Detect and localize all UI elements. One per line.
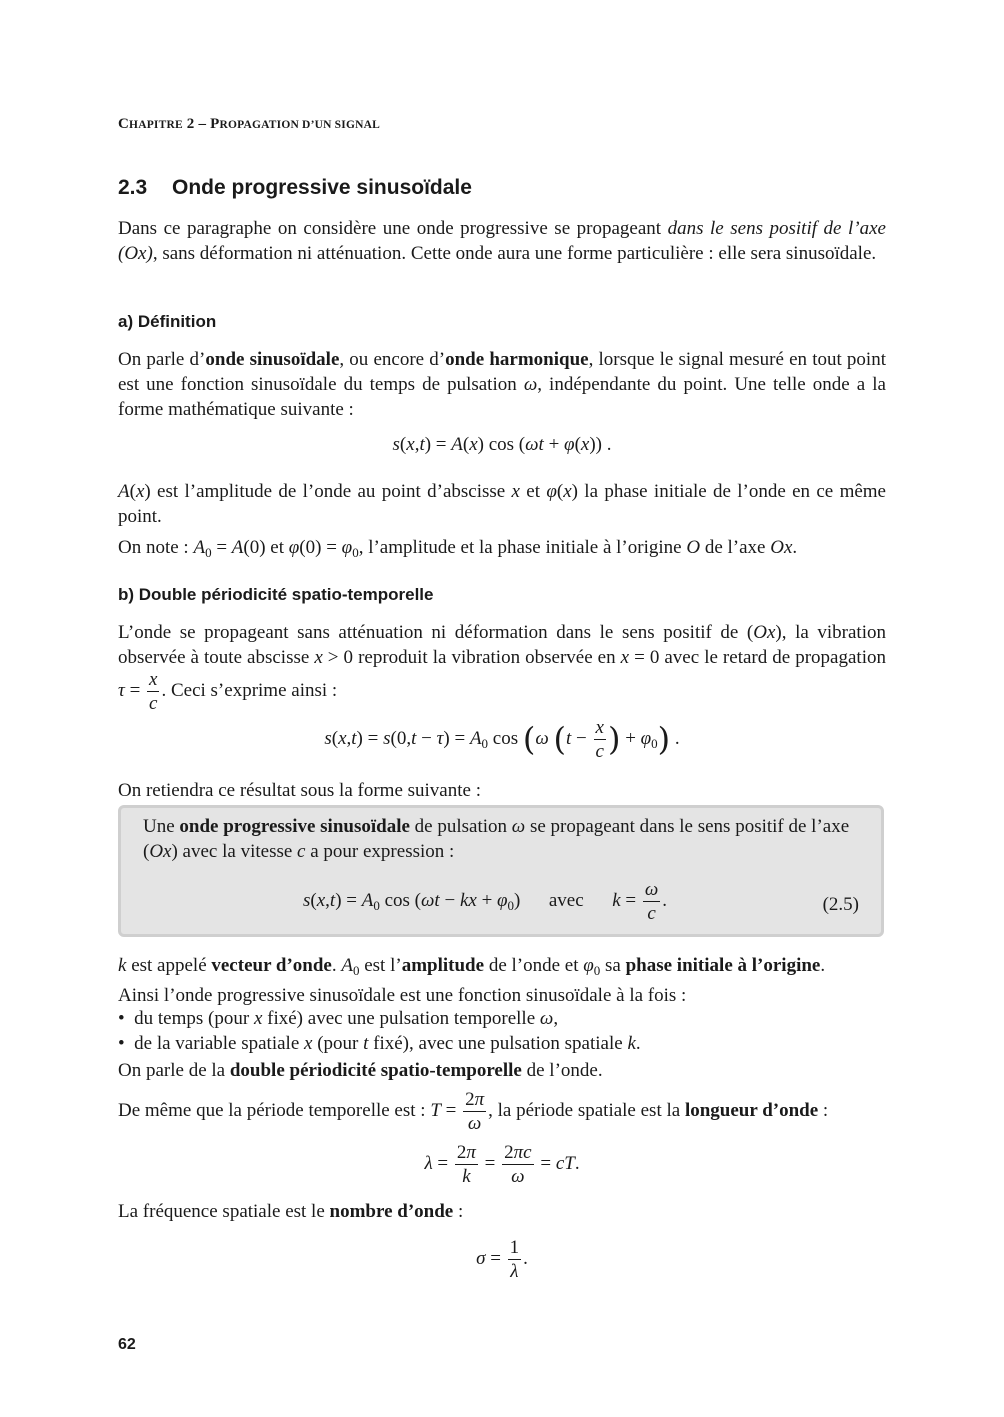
equation-wavelength: λ = $\frac{2\pi}{k}$ = $\frac{2\pi c}{\omega}$ = cT. [424, 1142, 580, 1187]
page [118, 0, 886, 1417]
intro-emphasis: dans le sens positif de l’axe [667, 218, 886, 239]
period-paragraph: De même que la période temporelle est : T = $\frac{2\pi}{\omega}$ , la période spatiale est la longueur d’onde : [118, 1089, 829, 1134]
intro-text-b: , sans déformation ni atténuation. Cette onde aura une forme particulière : elle sera sinusoïdale. [152, 243, 877, 264]
section-title [118, 176, 472, 200]
key-result-text: Une onde progressive sinusoïdale de pulsation ω se propageant dans le sens positif de l’axe (Ox) avec la vitesse c a pour expression : [143, 816, 850, 862]
bullet-space: • de la variable spatiale x (pour t fixé), avec une pulsation spatiale k. [118, 1033, 641, 1054]
subsection-b-title: b) Double périodicité spatio-temporelle [118, 585, 434, 604]
fraction-x-over-c: $\frac{x}{c}$ [149, 669, 158, 714]
intro-paragraph: Dans ce paragraphe on considère une onde progressive se propageant dans le sens positif de l’axe (Ox), sans déformation ni atténuation. Cette onde aura une forme particulière : elle sera sinusoïdale. [118, 218, 886, 264]
wavenumber-paragraph: La fréquence spatiale est le nombre d’onde : [118, 1201, 464, 1222]
running-header: CHAPITRE 2 – PROPAGATION D’UN SIGNAL [118, 116, 380, 132]
equation-wavenumber: σ = $\frac{1}{\lambda}$ . [476, 1237, 528, 1282]
double-periodicity-paragraph: On parle de la double périodicité spatio-temporelle de l’onde. [118, 1060, 603, 1081]
wave-vector-paragraph: k est appelé vecteur d’onde. $A_0$ est l’amplitude de l’onde et $\varphi_0$ sa phase initiale à l’origine. [118, 955, 826, 978]
equation-delay: $s(x,t) = s(0,t - \tau) = A_0$ cos (ω (t − $\frac{x}{c}$ ) + $\varphi_0$) . [324, 717, 680, 762]
key-result-box: Une onde progressive sinusoïdale de pulsation ω se propageant dans le sens positif de l’axe (Ox) avec la vitesse c a pour expression : $s(x,t) = A_0$ cos (ωt − kx + $\varphi_0$) avec k = $\frac{\omega}{c}$ . (2.5) [118, 805, 884, 937]
bullet-time: • du temps (pour x fixé) avec une pulsation temporelle ω, [118, 1008, 559, 1029]
double-function-paragraph: Ainsi l’onde progressive sinusoïdale est une fonction sinusoïdale à la fois : [118, 985, 687, 1006]
intro-text-a: Dans ce paragraphe on considère une onde progressive se propageant [118, 218, 668, 239]
subsection-a-title: a) Définition [118, 312, 217, 331]
equation-number: (2.5) [822, 894, 859, 915]
equation-general: s(x,t) = A(x) cos (ωt + φ(x)) . [392, 434, 612, 455]
avec-label: avec [548, 889, 584, 911]
propagation-paragraph: L’onde se propageant sans atténuation ni déformation dans le sens positif de (Ox), la vibration observée à toute abscisse x > 0 reproduit la vibration observée en x = 0 avec le retard de propagation τ = $\frac{x}{c}$ . Ceci s’exprime ainsi : [118, 622, 886, 714]
section-title-text: Onde progressive sinusoïdale [172, 176, 472, 199]
amplitude-paragraph: A(x) est l’amplitude de l’onde au point d’abscisse x et φ(x) la phase initiale de l’onde en ce même point. [118, 481, 886, 527]
retain-paragraph: On retiendra ce résultat sous la forme suivante : [118, 780, 481, 801]
section-number: 2.3 [118, 176, 148, 199]
definition-paragraph: On parle d’onde sinusoïdale, ou encore d’onde harmonique, lorsque le signal mesuré en tout point est une fonction sinusoïdale du temps de pulsation ω, indépendante du point. Une telle onde a la forme mathématique suivante : [118, 349, 886, 420]
notation-paragraph: On note : $A_0 = A(0)$ et $\varphi(0) = \varphi_0$, l’amplitude et la phase initiale à l’origine O de l’axe Ox. [118, 537, 798, 560]
page-number: 62 [118, 1336, 136, 1353]
